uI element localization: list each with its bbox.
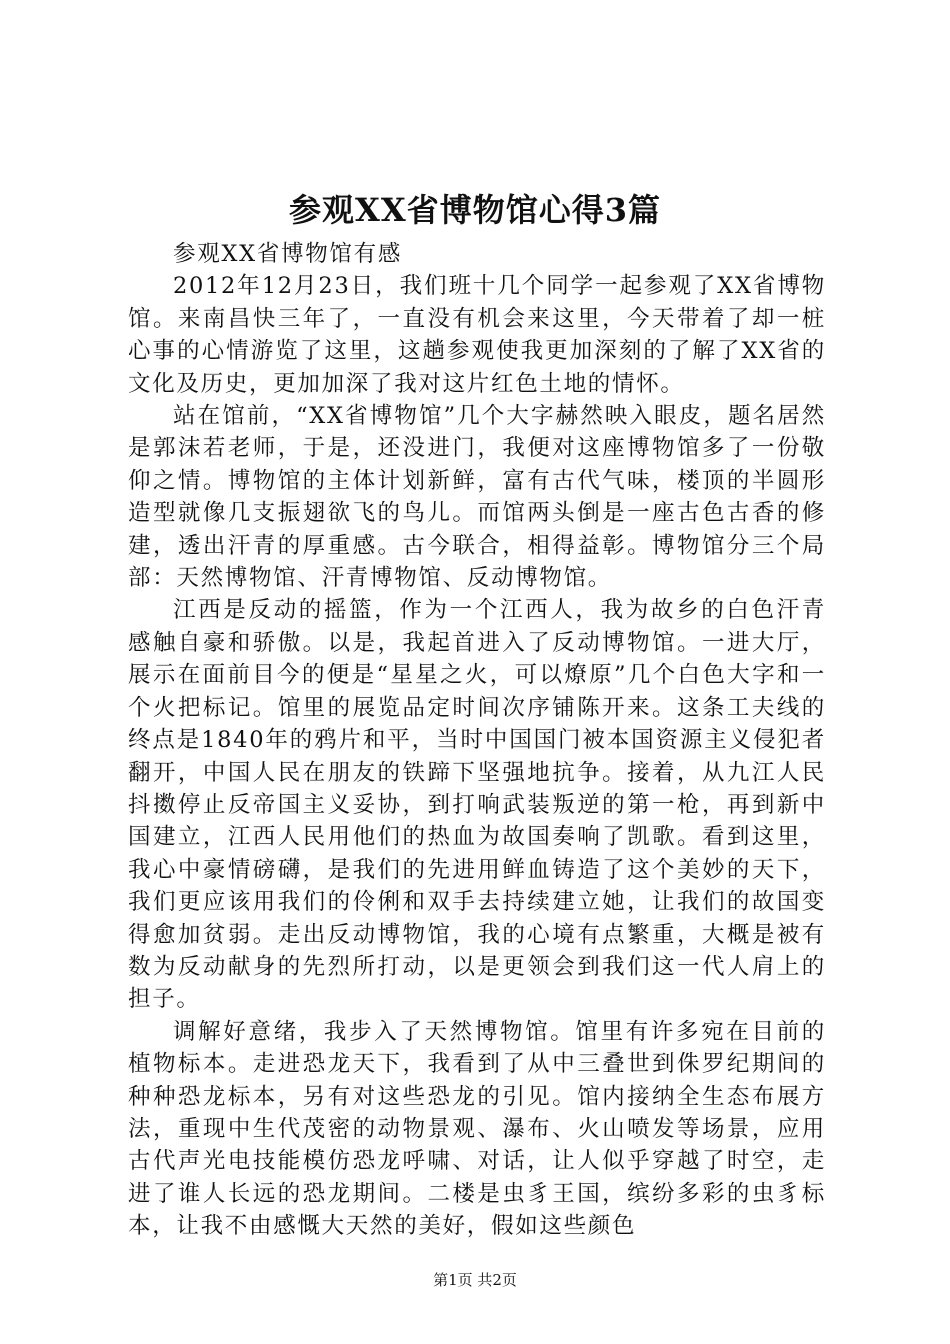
page-number-footer: 第1页 共2页 bbox=[433, 1271, 517, 1289]
section-subtitle: 参观XX省博物馆有感 bbox=[173, 241, 403, 267]
document-body bbox=[128, 238, 826, 1243]
paragraph: 调解好意绪，我步入了天然博物馆。馆里有许多宛在目前的植物标本。走进恐龙天下，我看到了从中三叠世到侏罗纪期间的种种恐龙标本，另有对这些恐龙的引见。馆内接纳全生态布展方法，重现中生代茂密的动物景观、瀑布、火山喷发等场景，应用古代声光电技能模仿恐龙呼啸、对话，让人似乎穿越了时空，走进了谁人长远的恐龙期间。二楼是虫豸王国，缤纷多彩的虫豸标本，让我不由感慨大天然的美好，假如这些颜色 bbox=[128, 1018, 826, 1240]
paragraph: 2012年12月23日，我们班十几个同学一起参观了XX省博物馆。来南昌快三年了，一直没有机会来这里，今天带着了却一桩心事的心情游览了这里，这趟参观使我更加深刻的了解了XX省的文化及历史，更加加深了我对这片红色土地的情怀。 bbox=[128, 273, 826, 397]
paragraph: 江西是反动的摇篮，作为一个江西人，我为故乡的白色汗青感触自豪和骄傲。以是，我起首进入了反动博物馆。一进大厅，展示在面前目今的便是“星星之火，可以燎原”几个白色大字和一个火把标记。馆里的展览品定时间次序铺陈开来。这条工夫线的终点是1840年的鸦片和平，当时中国国门被本国资源主义侵犯者翻开，中国人民在朋友的铁蹄下坚强地抗争。接着，从九江人民抖擞停止反帝国主义妥协，到打响武装叛逆的第一枪，再到新中国建立，江西人民用他们的热血为故国奏响了凯歌。看到这里，我心中豪情磅礴，是我们的先进用鲜血铸造了这个美妙的天下，我们更应该用我们的伶俐和双手去持续建立她，让我们的故国变得愈加贫弱。走出反动博物馆，我的心境有点繁重，大概是被有数为反动献身的先烈所打动，以是更领会到我们这一代人肩上的担子。 bbox=[128, 597, 826, 1013]
paragraph: 站在馆前，“XX省博物馆”几个大字赫然映入眼皮，题名居然是郭沫若老师，于是，还没进门，我便对这座博物馆多了一份敬仰之情。博物馆的主体计划新鲜，富有古代气味，楼顶的半圆形造型就像几支振翅欲飞的鸟儿。而馆两头倒是一座古色古香的修建，透出汗青的厚重感。古今联合，相得益彰。博物馆分三个局部：天然博物馆、汗青博物馆、反动博物馆。 bbox=[128, 403, 826, 592]
page-title: 参观XX省博物馆心得3篇 bbox=[289, 191, 661, 229]
